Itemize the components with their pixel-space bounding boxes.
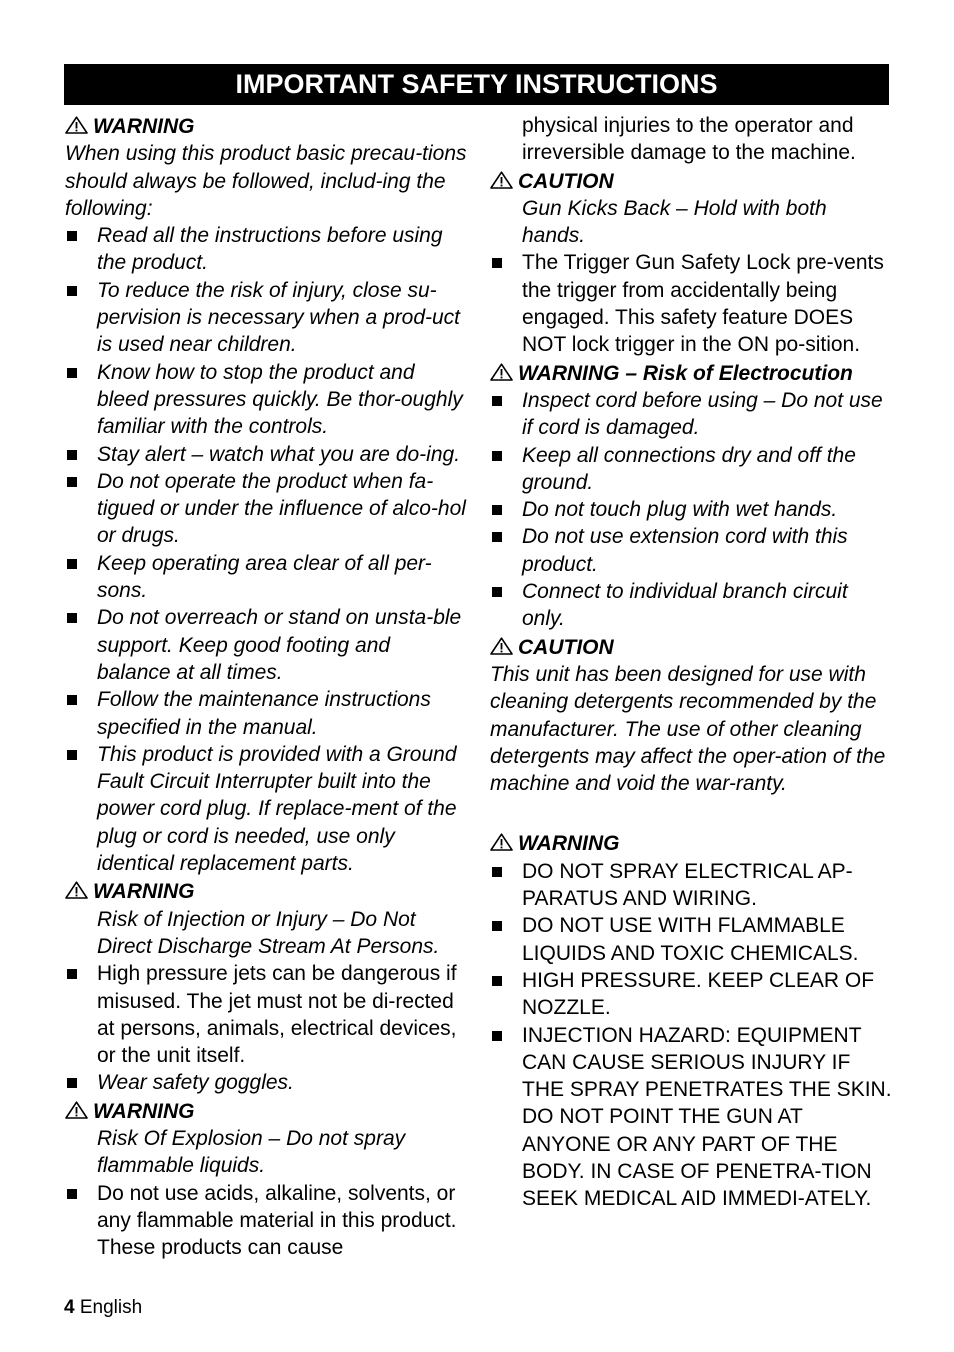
list-item: Do not touch plug with wet hands.	[490, 496, 892, 523]
warning-subheading: Risk Of Explosion – Do not spray flammable liquids.	[97, 1126, 406, 1178]
caution-heading: CAUTION	[490, 168, 892, 195]
list-item: Connect to individual branch circuit only.	[490, 578, 892, 633]
caution-subheading: Gun Kicks Back – Hold with both hands.	[522, 196, 827, 248]
list-item: This product is provided with a Ground Fault Circuit Interrupter built into the power cord plug. If replace-ment of the plug or cord is needed, use only identical replacement parts.	[65, 741, 467, 877]
list-item: The Trigger Gun Safety Lock pre-vents the trigger from accidentally being engaged. This safety feature DOES NOT lock trigger in the ON po-sition.	[490, 249, 892, 358]
warning-triangle-icon	[490, 171, 513, 189]
caution-heading: CAUTION	[490, 634, 892, 661]
right-column	[490, 112, 892, 1213]
warning-triangle-icon	[65, 1101, 88, 1119]
list-item: DO NOT SPRAY ELECTRICAL AP-PARATUS AND WIRING.	[490, 858, 892, 913]
list-item: Keep operating area clear of all per-sons.	[65, 550, 467, 605]
warning-triangle-icon	[490, 833, 513, 851]
caution-text: This unit has been designed for use with cleaning detergents recommended by the manufacturer. The use of other cleaning detergents may affect the oper-ation of the machine and void the war-ranty.	[490, 662, 886, 796]
page-number: 4	[64, 1297, 75, 1318]
list-item: To reduce the risk of injury, close su-pervision is necessary when a prod-uct is used near children.	[65, 277, 467, 359]
list-item: Do not operate the product when fa-tigued or under the influence of alco-hol or drugs.	[65, 468, 467, 550]
list-item: DO NOT USE WITH FLAMMABLE LIQUIDS AND TOXIC CHEMICALS.	[490, 912, 892, 967]
list-item: Inspect cord before using – Do not use if cord is damaged.	[490, 387, 892, 442]
page-footer	[64, 1297, 142, 1319]
list-item: Know how to stop the product and bleed pressures quickly. Be thor-oughly familiar with the controls.	[65, 359, 467, 441]
continued-text: physical injuries to the operator and irreversible damage to the machine.	[522, 114, 856, 165]
warning-heading: WARNING	[65, 113, 467, 140]
list-item: Do not overreach or stand on unsta-ble support. Keep good footing and balance at all times.	[65, 604, 467, 686]
spacer	[490, 797, 892, 829]
page-title: IMPORTANT SAFETY INSTRUCTIONS	[64, 64, 889, 105]
warning-triangle-icon	[490, 637, 513, 655]
warning-triangle-icon	[490, 363, 513, 381]
warning-heading: WARNING	[490, 830, 892, 857]
list-item: High pressure jets can be dangerous if misused. The jet must not be di-rected at persons, animals, electrical devices, or the unit itself.	[65, 960, 467, 1069]
list-item: Follow the maintenance instructions specified in the manual.	[65, 686, 467, 741]
warning-heading: WARNING	[65, 1098, 467, 1125]
warning-triangle-icon	[65, 881, 88, 899]
list-item: Keep all connections dry and off the ground.	[490, 442, 892, 497]
list-item: Do not use extension cord with this product.	[490, 523, 892, 578]
list-item: HIGH PRESSURE. KEEP CLEAR OF NOZZLE.	[490, 967, 892, 1022]
list-item: Read all the instructions before using the product.	[65, 222, 467, 277]
warning-intro: When using this product basic precau-tions should always be followed, includ-ing the following:	[65, 142, 467, 220]
list-item: Do not use acids, alkaline, solvents, or any flammable material in this product. These products can cause	[65, 1180, 467, 1262]
list-item: INJECTION HAZARD: EQUIPMENT CAN CAUSE SERIOUS INJURY IF THE SPRAY PENETRATES THE SKIN. DO NOT POINT THE GUN AT ANYONE OR ANY PART OF THE BODY. IN CASE OF PENETRA-TION SEEK MEDICAL AID IMMEDI-ATELY.	[490, 1022, 892, 1213]
warning-triangle-icon	[65, 116, 88, 134]
footer-language: English	[79, 1297, 143, 1318]
warning-heading: WARNING – Risk of Electrocution	[490, 360, 892, 387]
list-item: Wear safety goggles.	[65, 1069, 467, 1096]
warning-heading: WARNING	[65, 878, 467, 905]
list-item: Stay alert – watch what you are do-ing.	[65, 441, 467, 468]
warning-subheading: Risk of Injection or Injury – Do Not Direct Discharge Stream At Persons.	[97, 907, 440, 958]
left-column	[65, 112, 467, 1261]
